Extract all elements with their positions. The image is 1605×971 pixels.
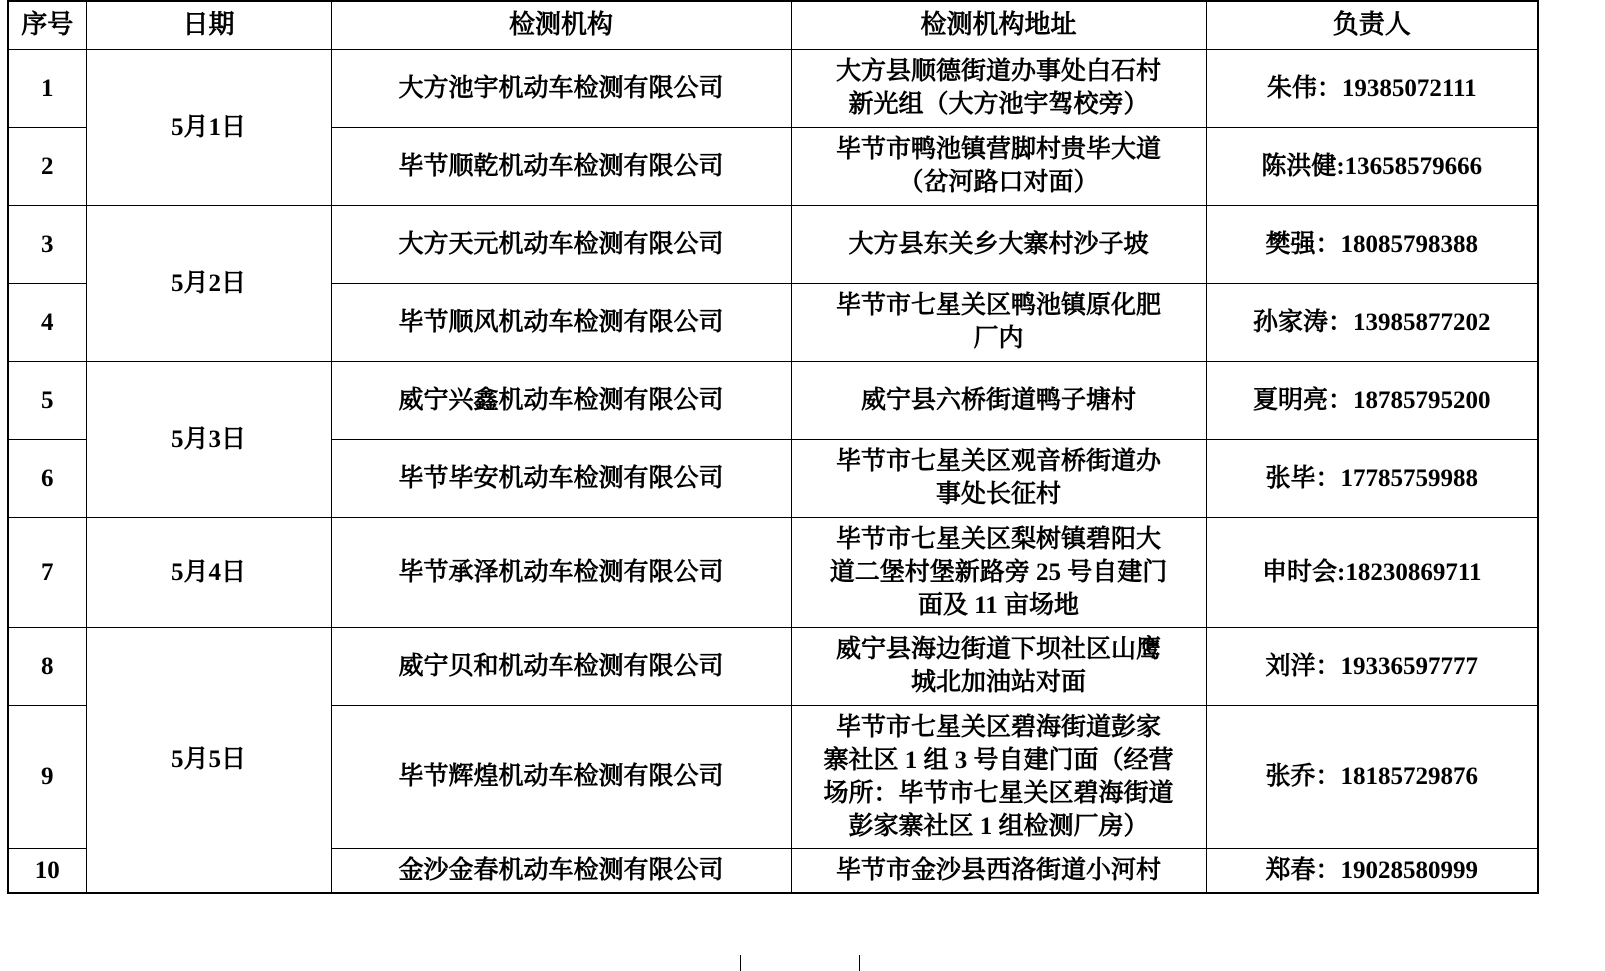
cell-index: 6 <box>8 439 86 517</box>
cell-address <box>791 361 1206 439</box>
cell-address <box>791 627 1206 705</box>
cell-index: 8 <box>8 627 86 705</box>
cell-address <box>791 439 1206 517</box>
address-line: 大方县顺德街道办事处白石村 <box>835 58 1161 85</box>
column-header-person: 负责人 <box>1206 1 1538 49</box>
column-header-date: 日期 <box>86 1 331 49</box>
cell-person: 张毕：17785759988 <box>1206 439 1538 517</box>
table-row <box>8 517 1538 627</box>
cell-org: 毕节顺乾机动车检测有限公司 <box>331 127 791 205</box>
address-line: 毕节市鸭池镇营脚村贵毕大道 <box>835 136 1161 163</box>
address-line: 城北加油站对面 <box>910 669 1086 696</box>
table-row <box>8 49 1538 127</box>
address-line: 场所：毕节市七星关区碧海街道 <box>823 779 1174 807</box>
cell-org: 毕节辉煌机动车检测有限公司 <box>331 705 791 848</box>
address-line: 新光组（大方池宇驾校旁） <box>848 91 1149 118</box>
address-line: 威宁县六桥街道鸭子塘村 <box>860 386 1136 414</box>
address-line: 寨社区 1 组 3 号自建门面（经营 <box>823 746 1174 774</box>
address-line: 事处长征村 <box>935 481 1061 508</box>
cell-index: 7 <box>8 517 86 627</box>
address-line: 毕节市七星关区观音桥街道办 <box>835 448 1161 475</box>
cell-date: 5月4日 <box>86 517 331 627</box>
cell-person: 孙家涛：13985877202 <box>1206 283 1538 361</box>
column-header-address: 检测机构地址 <box>791 1 1206 49</box>
address-line: 厂内 <box>973 325 1024 352</box>
column-header-index: 序号 <box>8 1 86 49</box>
cell-person: 夏明亮：18785795200 <box>1206 361 1538 439</box>
cell-person: 朱伟：19385072111 <box>1206 49 1538 127</box>
cell-address <box>791 283 1206 361</box>
address-line: 毕节市七星关区鸭池镇原化肥 <box>835 292 1161 319</box>
column-header-org: 检测机构 <box>331 1 791 49</box>
address-line: 威宁县海边街道下坝社区山鹰 <box>835 636 1161 663</box>
cell-org: 威宁贝和机动车检测有限公司 <box>331 627 791 705</box>
table-row <box>8 361 1538 439</box>
cell-index: 3 <box>8 205 86 283</box>
cell-org: 毕节毕安机动车检测有限公司 <box>331 439 791 517</box>
cell-index: 5 <box>8 361 86 439</box>
address-line: 毕节市金沙县西洛街道小河村 <box>835 856 1161 884</box>
cell-date: 5月5日 <box>86 627 331 893</box>
cell-org: 威宁兴鑫机动车检测有限公司 <box>331 361 791 439</box>
cell-person: 郑春：19028580999 <box>1206 848 1538 893</box>
table-row <box>8 627 1538 705</box>
cell-address <box>791 705 1206 848</box>
page-bottom-divider <box>740 955 860 971</box>
cell-index: 9 <box>8 705 86 848</box>
cell-index: 2 <box>8 127 86 205</box>
cell-org: 毕节承泽机动车检测有限公司 <box>331 517 791 627</box>
cell-address <box>791 49 1206 127</box>
address-line: 毕节市七星关区碧海街道彭家 <box>835 713 1161 741</box>
cell-person: 陈洪健:13658579666 <box>1206 127 1538 205</box>
address-line: 面及 11 亩场地 <box>917 591 1080 619</box>
cell-org: 大方天元机动车检测有限公司 <box>331 205 791 283</box>
table-header-row <box>8 1 1538 49</box>
cell-index: 4 <box>8 283 86 361</box>
cell-address <box>791 127 1206 205</box>
address-line: 毕节市七星关区梨树镇碧阳大 <box>835 525 1161 553</box>
cell-person: 刘洋：19336597777 <box>1206 627 1538 705</box>
cell-address <box>791 848 1206 893</box>
cell-org: 金沙金春机动车检测有限公司 <box>331 848 791 893</box>
cell-index: 10 <box>8 848 86 893</box>
cell-person: 张乔：18185729876 <box>1206 705 1538 848</box>
cell-org: 毕节顺风机动车检测有限公司 <box>331 283 791 361</box>
cell-address <box>791 517 1206 627</box>
cell-date: 5月1日 <box>86 49 331 205</box>
address-line: 道二堡村堡新路旁 25 号自建门 <box>829 558 1168 586</box>
cell-index: 1 <box>8 49 86 127</box>
cell-date: 5月2日 <box>86 205 331 361</box>
table-row <box>8 205 1538 283</box>
address-line: 彭家寨社区 1 组检测厂房） <box>848 812 1149 840</box>
cell-person: 樊强：18085798388 <box>1206 205 1538 283</box>
table-header <box>8 1 1538 49</box>
cell-address <box>791 205 1206 283</box>
cell-date: 5月3日 <box>86 361 331 517</box>
address-line: （岔河路口对面） <box>898 169 1099 196</box>
cell-person: 申时会:18230869711 <box>1206 517 1538 627</box>
address-line: 大方县东关乡大寨村沙子坡 <box>848 230 1149 258</box>
table-body <box>8 49 1538 893</box>
inspection-agency-table <box>7 0 1539 894</box>
cell-org: 大方池宇机动车检测有限公司 <box>331 49 791 127</box>
